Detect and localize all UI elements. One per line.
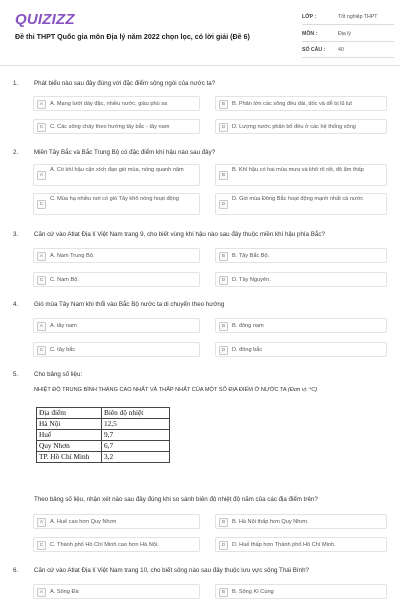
option-letter: B (219, 100, 228, 109)
question-text: Phát biểu nào sau đây đúng với đặc điểm sông ngòi của nước ta? (34, 80, 216, 87)
option-text: A. tây nam (50, 322, 77, 329)
meta-subject-value: Địa lý (338, 31, 351, 37)
option-a[interactable] (33, 514, 200, 529)
meta-count-row (302, 43, 394, 58)
option-text: A. Nam Trung Bộ. (50, 252, 95, 259)
option-letter: D (219, 346, 228, 355)
option-letter: C (37, 346, 46, 355)
option-letter: A (37, 518, 46, 527)
question-text: Căn cứ vào Atlat Địa lí Việt Nam trang 9, cho biết vùng khí hậu nào sau đây thuộc miền khí hậu phía Bắc? (34, 231, 325, 238)
question-text: Cho bảng số liệu: (34, 371, 83, 378)
option-text: A. Mạng lưới dày đặc, nhiều nước, giàu phù sa (50, 100, 168, 107)
option-text: A. Huế cao hơn Quy Nhơn (50, 518, 117, 525)
option-a[interactable] (33, 164, 200, 186)
table-cell: Huế (37, 430, 102, 441)
table-caption (34, 387, 394, 393)
option-letter: A (37, 100, 46, 109)
option-letter: D (219, 123, 228, 132)
option-d[interactable] (215, 193, 387, 215)
question-text: Miền Tây Bắc và Bắc Trung Bộ có đặc điểm khí hậu nào sau đây? (34, 149, 216, 156)
option-text: C. Thành phố Hồ Chí Minh cao hơn Hà Nội. (50, 541, 159, 548)
option-c[interactable] (33, 272, 200, 287)
option-letter: A (37, 322, 46, 331)
table-row (37, 430, 170, 441)
question-followup: Theo bảng số liệu, nhận xét nào sau đây đúng khi so sánh biên độ nhiệt độ năm của các địa điểm trên? (34, 496, 318, 503)
option-text: B. Sông Kì Cùng (232, 588, 274, 595)
table-row (37, 452, 170, 463)
option-b[interactable] (215, 96, 387, 111)
option-text: B. Khí hậu có hai mùa mưa và khô rõ rệt, độ ẩm thấp (232, 167, 364, 173)
table-cell: Quy Nhơn (37, 441, 102, 452)
option-b[interactable] (215, 514, 387, 529)
option-text: B. Phân lớn các sông đều dài, dốc và dễ bị lũ lụt (232, 100, 352, 107)
option-letter: B (219, 322, 228, 331)
question-number: 4. (13, 301, 19, 308)
option-letter: A (37, 588, 46, 597)
table-cell: Biên độ nhiệt (102, 408, 170, 419)
option-letter: B (219, 518, 228, 527)
table-cell: TP. Hồ Chí Minh (37, 452, 102, 463)
worksheet-header (0, 0, 400, 66)
option-d[interactable] (215, 342, 387, 357)
option-c[interactable] (33, 342, 200, 357)
meta-count-value: 40 (338, 47, 344, 53)
option-letter: D (219, 541, 228, 550)
option-text: D. Tây Nguyên. (232, 276, 271, 283)
option-d[interactable] (215, 119, 387, 134)
quizizz-logo: QUIZIZZ (15, 11, 75, 28)
option-a[interactable] (33, 584, 200, 599)
question-text: Căn cứ vào Atlat Địa lí Việt Nam trang 10, cho biết sông nào sau đây thuộc lưu vực sông Thái Bình? (34, 567, 309, 574)
table-cell: Địa điểm (37, 408, 102, 419)
question-number: 5. (13, 371, 19, 378)
option-letter: C (37, 541, 46, 550)
option-b[interactable] (215, 584, 387, 599)
question-text: Gió mùa Tây Nam khi thổi vào Bắc Bộ nước ta di chuyển theo hướng (34, 301, 225, 308)
option-text: B. Hà Nội thấp hơn Quy Nhơn. (232, 518, 309, 525)
option-text: B. Tây Bắc Bộ. (232, 252, 270, 259)
option-text: A. Có khí hậu cận xích đạo gió mùa, nóng quanh năm (50, 167, 184, 173)
question-number: 6. (13, 567, 19, 574)
question-number: 2. (13, 149, 19, 156)
question-number: 1. (13, 80, 19, 87)
meta-class-label: LỚP : (302, 14, 317, 20)
option-c[interactable] (33, 537, 200, 552)
option-letter: A (37, 252, 46, 261)
option-text: B. đông nam (232, 322, 264, 329)
option-text: C. tây bắc (50, 346, 76, 353)
option-c[interactable] (33, 119, 200, 134)
table-cell: 9,7 (102, 430, 170, 441)
meta-subject-row (302, 27, 394, 42)
option-text: A. Sông Đà (50, 588, 79, 595)
meta-class-value: Tốt nghiệp THPT (338, 14, 378, 20)
option-letter: B (219, 252, 228, 261)
table-caption-text: NHIỆT ĐỘ TRUNG BÌNH THÁNG CAO NHẤT VÀ THẤP NHẤT CỦA MỘT SỐ ĐỊA ĐIỂM Ở NƯỚC TA (34, 387, 287, 393)
option-text: D. Huế thấp hơn Thành phố Hồ Chí Minh. (232, 541, 336, 548)
option-letter: B (219, 171, 228, 180)
option-text: D. đông bắc (232, 346, 263, 353)
option-c[interactable] (33, 193, 200, 215)
option-b[interactable] (215, 248, 387, 263)
meta-count-label: SỐ CÂU : (302, 47, 326, 53)
option-text: D. Lượng nước phân bố đều ở các hệ thống sông (232, 123, 356, 130)
meta-subject-label: MÔN : (302, 31, 318, 37)
option-b[interactable] (215, 164, 387, 186)
table-cell: 3,2 (102, 452, 170, 463)
option-letter: C (37, 123, 46, 132)
option-text: D. Gió mùa Đông Bắc hoạt động mạnh nhất cả nước (232, 196, 364, 202)
option-letter: A (37, 171, 46, 180)
table-caption-unit: (Đơn vị: °C) (287, 387, 318, 393)
table-cell: 12,5 (102, 419, 170, 430)
option-text: C. Mùa hạ nhiều nơi có gió Tây khô nóng hoạt động (50, 196, 179, 202)
option-text: C. Các sông chảy theo hướng tây bắc - tây nam (50, 123, 170, 130)
option-letter: C (37, 200, 46, 209)
option-a[interactable] (33, 248, 200, 263)
table-header-row (37, 408, 170, 419)
meta-class-row (302, 10, 394, 25)
option-text: C. Nam Bộ. (50, 276, 79, 283)
table-row (37, 441, 170, 452)
table-cell: Hà Nội (37, 419, 102, 430)
option-a[interactable] (33, 318, 200, 333)
table-row (37, 419, 170, 430)
table-cell: 6,7 (102, 441, 170, 452)
option-a[interactable] (33, 96, 200, 111)
temperature-table (36, 407, 170, 463)
option-d[interactable] (215, 537, 387, 552)
option-b[interactable] (215, 318, 387, 333)
document-title: Đề thi THPT Quốc gia môn Địa lý năm 2022 chọn lọc, có lời giải (Đề 6) (15, 33, 250, 41)
option-letter: D (219, 276, 228, 285)
question-number: 3. (13, 231, 19, 238)
option-letter: B (219, 588, 228, 597)
option-letter: C (37, 276, 46, 285)
option-letter: D (219, 200, 228, 209)
option-d[interactable] (215, 272, 387, 287)
